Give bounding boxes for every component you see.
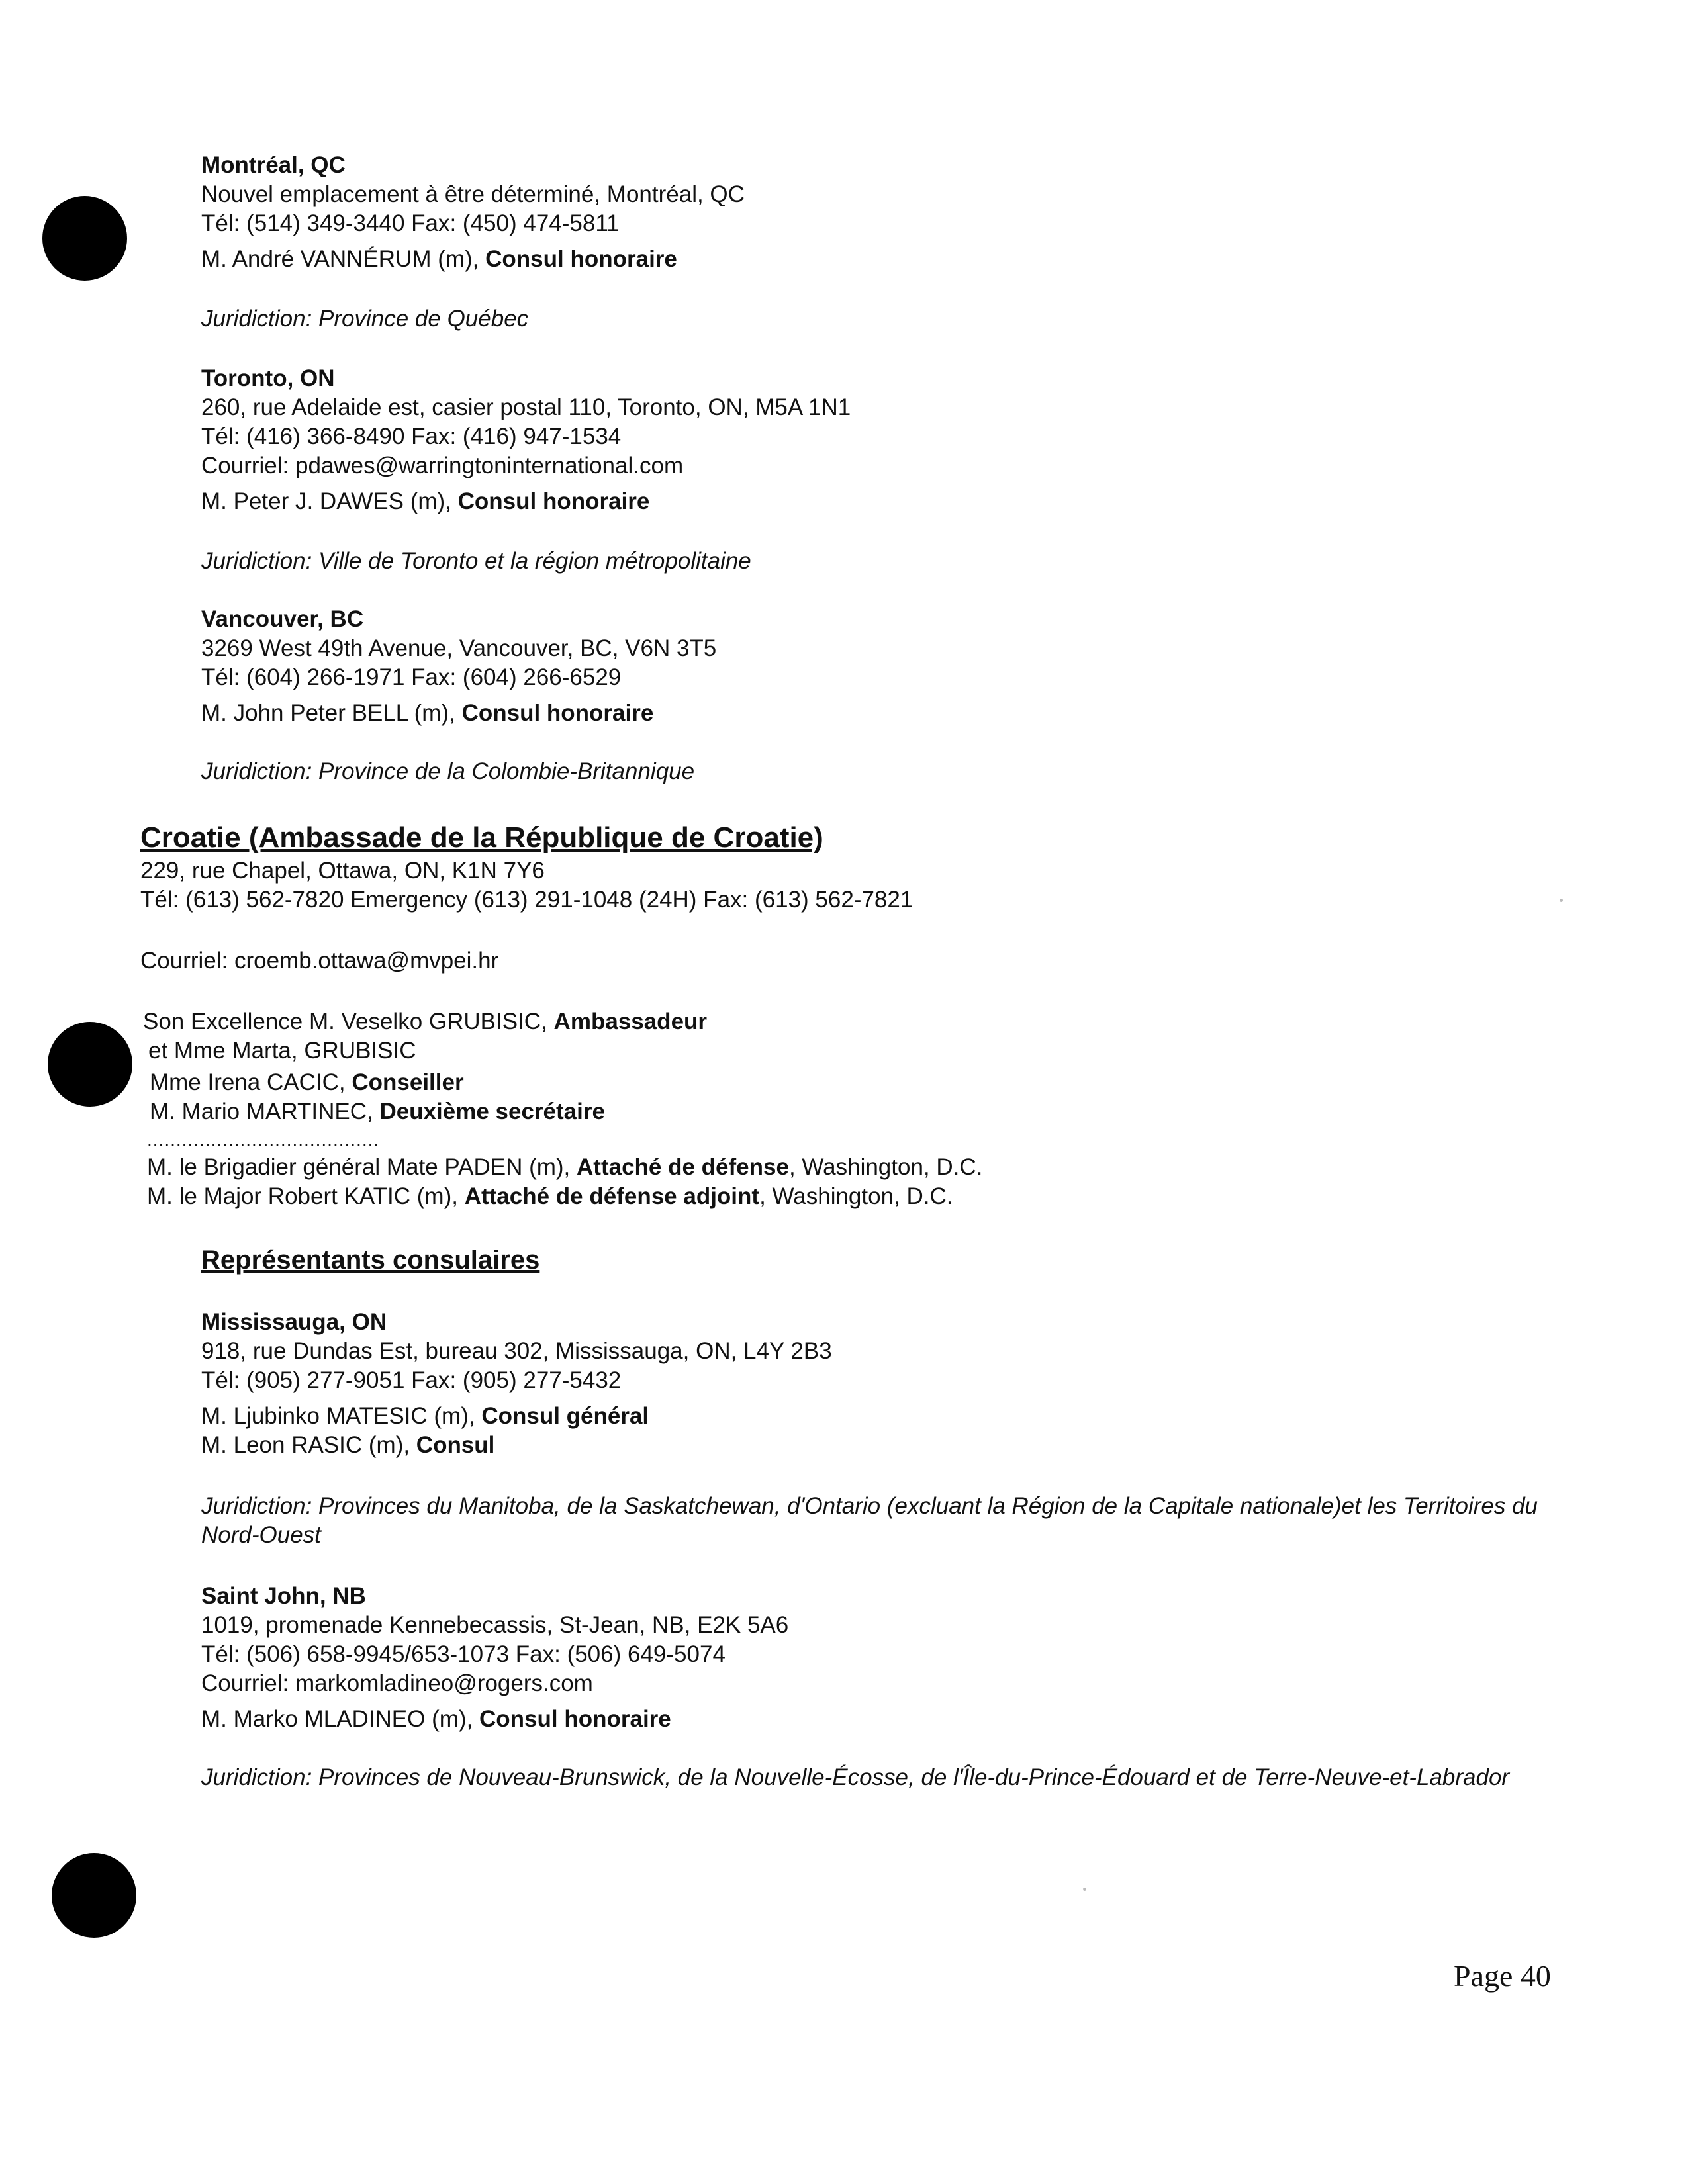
staff-secretary (143, 1097, 982, 1126)
jurisdiction: Juridiction: Ville de Toronto et la région métropolitaine (201, 548, 751, 574)
person-title: Ambassadeur (553, 1009, 708, 1034)
person-title: Consul honoraire (479, 1706, 671, 1732)
person-name: M. André VANNÉRUM (m), (201, 246, 486, 272)
city-name: Saint John, NB (201, 1583, 366, 1609)
staff-counsellor (143, 1068, 982, 1097)
address: Nouvel emplacement à être déterminé, Montréal, QC (201, 181, 745, 207)
phone-fax: Tél: (506) 658-9945/653-1073 Fax: (506) 649-5074 (201, 1641, 726, 1667)
person-name: M. le Brigadier général Mate PADEN (m), (147, 1154, 577, 1180)
scan-speck (1560, 899, 1563, 902)
mississauga-entry (201, 1308, 832, 1460)
binder-hole-bottom (52, 1853, 136, 1938)
binder-hole-top (42, 196, 127, 281)
person-title: Consul honoraire (485, 246, 677, 272)
toronto-entry (201, 364, 851, 516)
person-location: , Washington, D.C. (788, 1154, 983, 1180)
staff-deputy-defense-attache (143, 1182, 982, 1211)
jurisdiction: Juridiction: Provinces du Manitoba, de la Saskatchewan, d'Ontario (excluant la Région de la Capitale nationale)et les Territoires du Nord-Ouest (201, 1493, 1538, 1548)
address: 1019, promenade Kennebecassis, St-Jean, NB, E2K 5A6 (201, 1612, 789, 1638)
contact-person (201, 245, 745, 274)
person-title: Attaché de défense adjoint (464, 1183, 760, 1209)
person-name: Mme Irena CACIC, (150, 1069, 352, 1095)
person-title: Conseiller (352, 1069, 464, 1095)
contact-person (201, 699, 716, 728)
person-location: , Washington, D.C. (759, 1183, 953, 1209)
phone-fax: Tél: (905) 277-9051 Fax: (905) 277-5432 (201, 1367, 622, 1393)
email: Courriel: markomladineo@rogers.com (201, 1670, 593, 1696)
dotted-separator: ........................................ (147, 1129, 380, 1150)
person-title: Consul général (481, 1403, 649, 1429)
binder-hole-middle (48, 1022, 132, 1107)
city-name: Toronto, ON (201, 365, 335, 391)
embassy-address: 229, rue Chapel, Ottawa, ON, K1N 7Y6 (140, 858, 545, 884)
person-title: Consul (416, 1432, 495, 1458)
jurisdiction: Juridiction: Provinces de Nouveau-Brunswick, de la Nouvelle-Écosse, de l'Île-du-Prince-Édouard et de Terre-Neuve-et-Labrador (201, 1764, 1510, 1790)
embassy-phone: Tél: (613) 562-7820 Emergency (613) 291-1048 (24H) Fax: (613) 562-7821 (140, 887, 914, 913)
jurisdiction: Juridiction: Province de la Colombie-Britannique (201, 758, 695, 784)
city-name: Montréal, QC (201, 152, 346, 178)
saint-john-entry (201, 1582, 788, 1734)
person-name: M. Mario MARTINEC, (150, 1099, 380, 1124)
address: 260, rue Adelaide est, casier postal 110, Toronto, ON, M5A 1N1 (201, 394, 851, 420)
person-title: Deuxième secrétaire (379, 1099, 605, 1124)
person-name: M. le Major Robert KATIC (m), (147, 1183, 465, 1209)
country-heading: Croatie (Ambassade de la République de Croatie) (140, 821, 823, 854)
contact-person (201, 1402, 832, 1431)
contact-person (201, 1431, 832, 1460)
person-name: M. Marko MLADINEO (m), (201, 1706, 480, 1732)
phone-fax: Tél: (416) 366-8490 Fax: (416) 947-1534 (201, 424, 622, 449)
staff-spouse: et Mme Marta, GRUBISIC (148, 1038, 416, 1064)
staff-defense-attache (143, 1153, 982, 1182)
address: 918, rue Dundas Est, bureau 302, Mississauga, ON, L4Y 2B3 (201, 1338, 832, 1364)
contact-person (201, 1705, 788, 1734)
section-heading: Représentants consulaires (201, 1246, 540, 1275)
address: 3269 West 49th Avenue, Vancouver, BC, V6N 3T5 (201, 635, 717, 661)
embassy-contact (140, 856, 913, 915)
contact-person (201, 487, 851, 516)
person-name: M. Leon RASIC (m), (201, 1432, 416, 1458)
page-number: Page 40 (1454, 1959, 1551, 1993)
jurisdiction: Juridiction: Province de Québec (201, 306, 529, 332)
person-title: Consul honoraire (461, 700, 654, 726)
email: Courriel: pdawes@warringtoninternational.com (201, 453, 684, 478)
person-name: M. Ljubinko MATESIC (m), (201, 1403, 482, 1429)
montreal-entry (201, 151, 745, 274)
scan-speck (1083, 1888, 1086, 1891)
person-title: Attaché de défense (577, 1154, 789, 1180)
person-name: Son Excellence M. Veselko GRUBISIC, (143, 1009, 554, 1034)
person-title: Consul honoraire (457, 488, 650, 514)
phone-fax: Tél: (514) 349-3440 Fax: (450) 474-5811 (201, 210, 620, 236)
phone-fax: Tél: (604) 266-1971 Fax: (604) 266-6529 (201, 664, 622, 690)
person-name: M. John Peter BELL (m), (201, 700, 462, 726)
person-name: M. Peter J. DAWES (m), (201, 488, 458, 514)
city-name: Mississauga, ON (201, 1309, 387, 1335)
embassy-staff (143, 1007, 982, 1211)
vancouver-entry (201, 605, 716, 728)
embassy-email: Courriel: croemb.ottawa@mvpei.hr (140, 948, 499, 974)
staff-ambassador (143, 1007, 982, 1036)
city-name: Vancouver, BC (201, 606, 364, 632)
